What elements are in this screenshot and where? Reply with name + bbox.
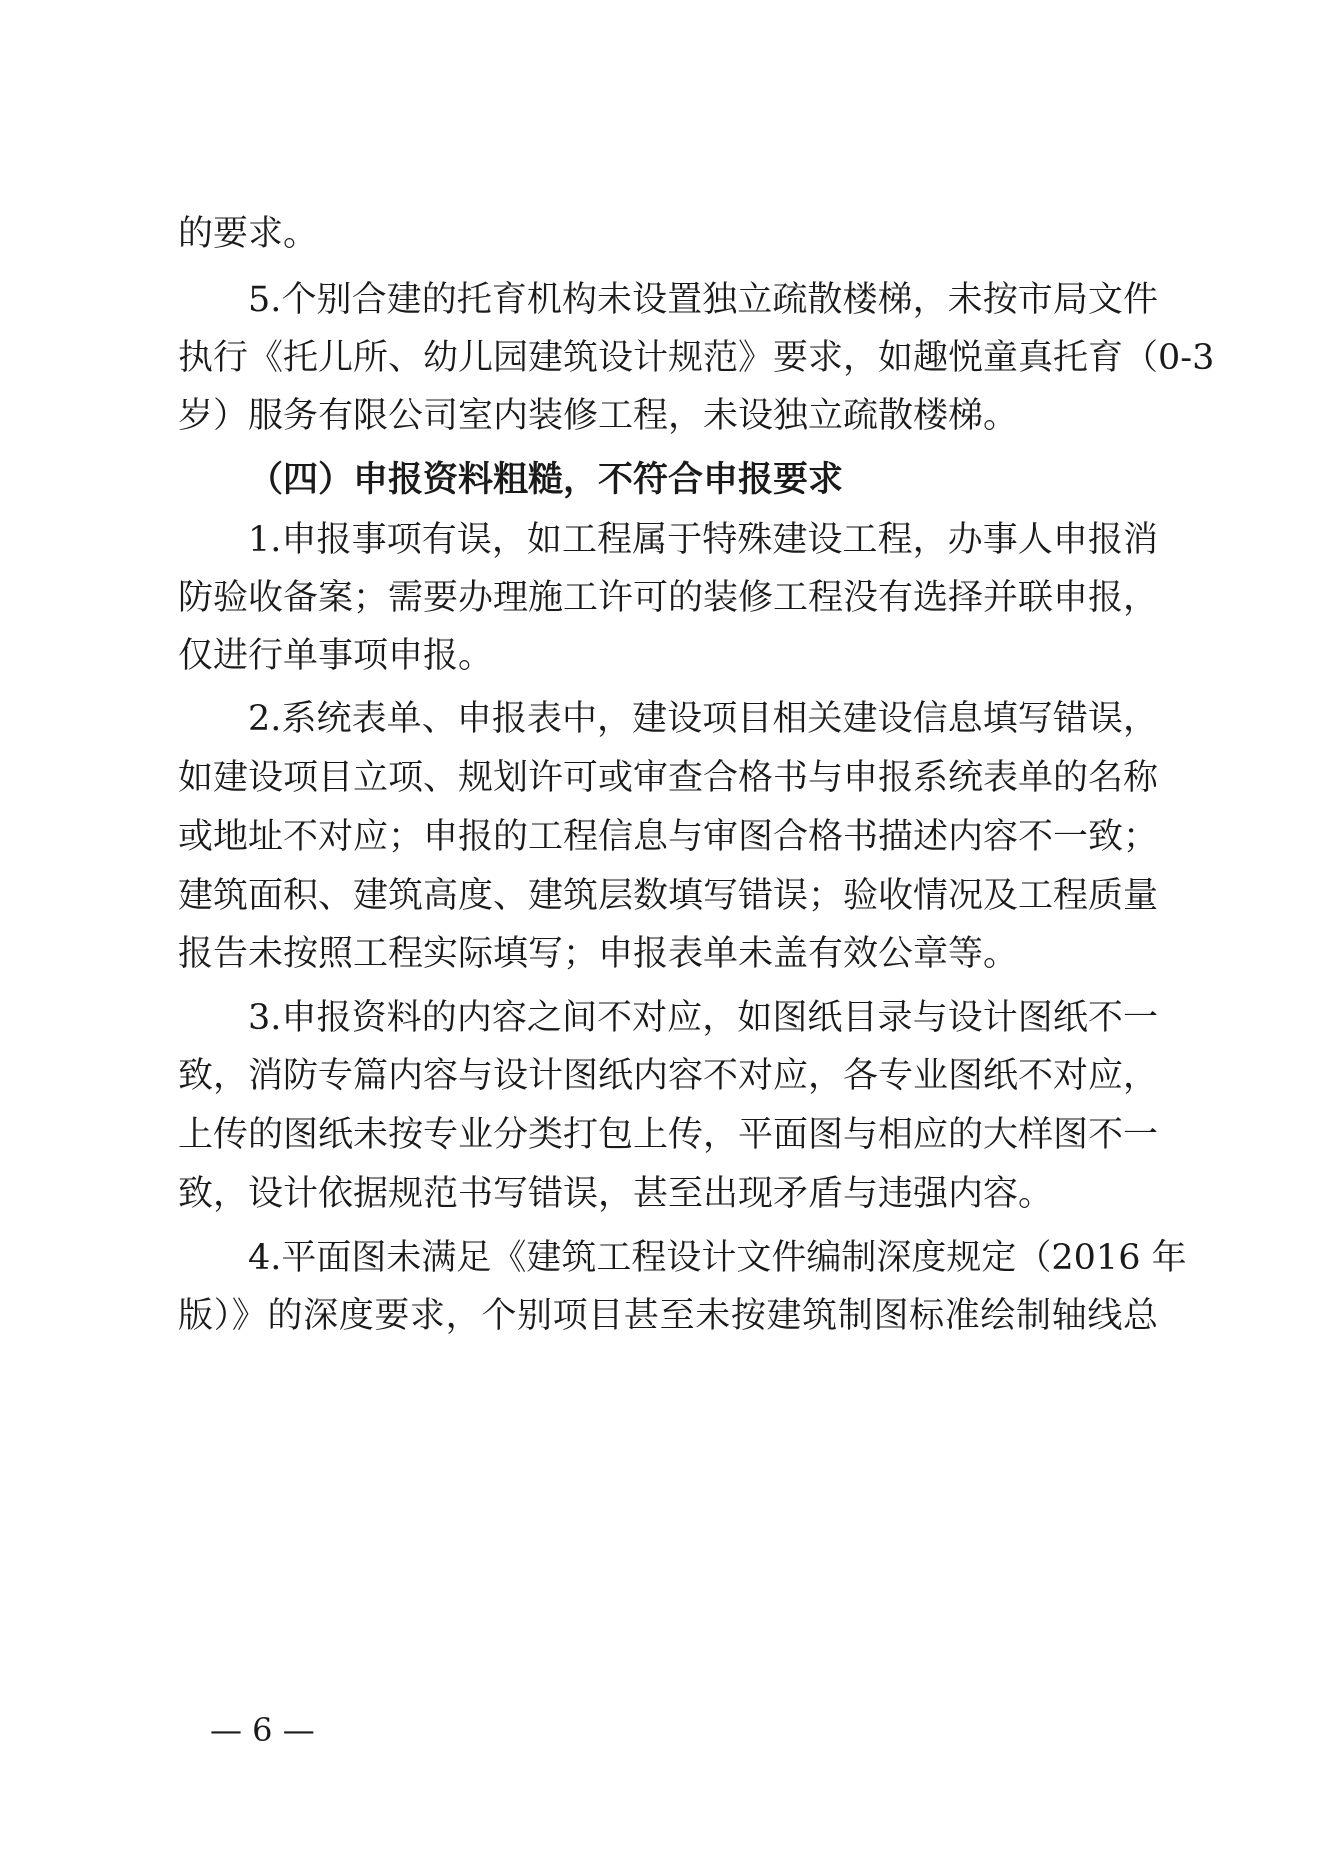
text-line: 5.个别合建的托育机构未设置独立疏散楼梯，未按市局文件	[248, 280, 1158, 320]
section-heading: （四）申报资料粗糙，不符合申报要求	[248, 459, 844, 500]
text-line: 的要求。	[178, 214, 319, 254]
text-line: 防验收备案；需要办理施工许可的装修工程没有选择并联申报，	[178, 578, 1159, 618]
text-line: 执行《托儿所、幼儿园建筑设计规范》要求，如趣悦童真托育（0-3	[178, 338, 1215, 378]
text-line: 2.系统表单、申报表中，建设项目相关建设信息填写错误，	[248, 699, 1158, 739]
text-line: 或地址不对应；申报的工程信息与审图合格书描述内容不一致；	[178, 817, 1159, 857]
text-line: 岁）服务有限公司室内装修工程，未设独立疏散楼梯。	[178, 396, 1019, 436]
text-line: 版）》的深度要求，个别项目甚至未按建筑制图标准绘制轴线总	[178, 1296, 1158, 1336]
text-line: 1.申报事项有误，如工程属于特殊建设工程，办事人申报消	[248, 520, 1158, 560]
text-line: 上传的图纸未按专业分类打包上传，平面图与相应的大样图不一	[178, 1115, 1159, 1155]
text-line: 3.申报资料的内容之间不对应，如图纸目录与设计图纸不一	[248, 998, 1158, 1038]
text-line: 如建设项目立项、规划许可或审查合格书与申报系统表单的名称	[178, 758, 1159, 798]
text-line: 建筑面积、建筑高度、建筑层数填写错误；验收情况及工程质量	[178, 876, 1159, 916]
text-line: 致，设计依据规范书写错误，甚至出现矛盾与违强内容。	[178, 1174, 1054, 1214]
text-line: 报告未按照工程实际填写；申报表单未盖有效公章等。	[178, 934, 1019, 974]
text-line: 致，消防专篇内容与设计图纸内容不对应，各专业图纸不对应，	[178, 1056, 1159, 1096]
text-line: 4.平面图未满足《建筑工程设计文件编制深度规定（2016 年	[248, 1238, 1187, 1278]
text-line: 仅进行单事项申报。	[178, 636, 494, 676]
page-number: — 6 —	[210, 1711, 315, 1749]
